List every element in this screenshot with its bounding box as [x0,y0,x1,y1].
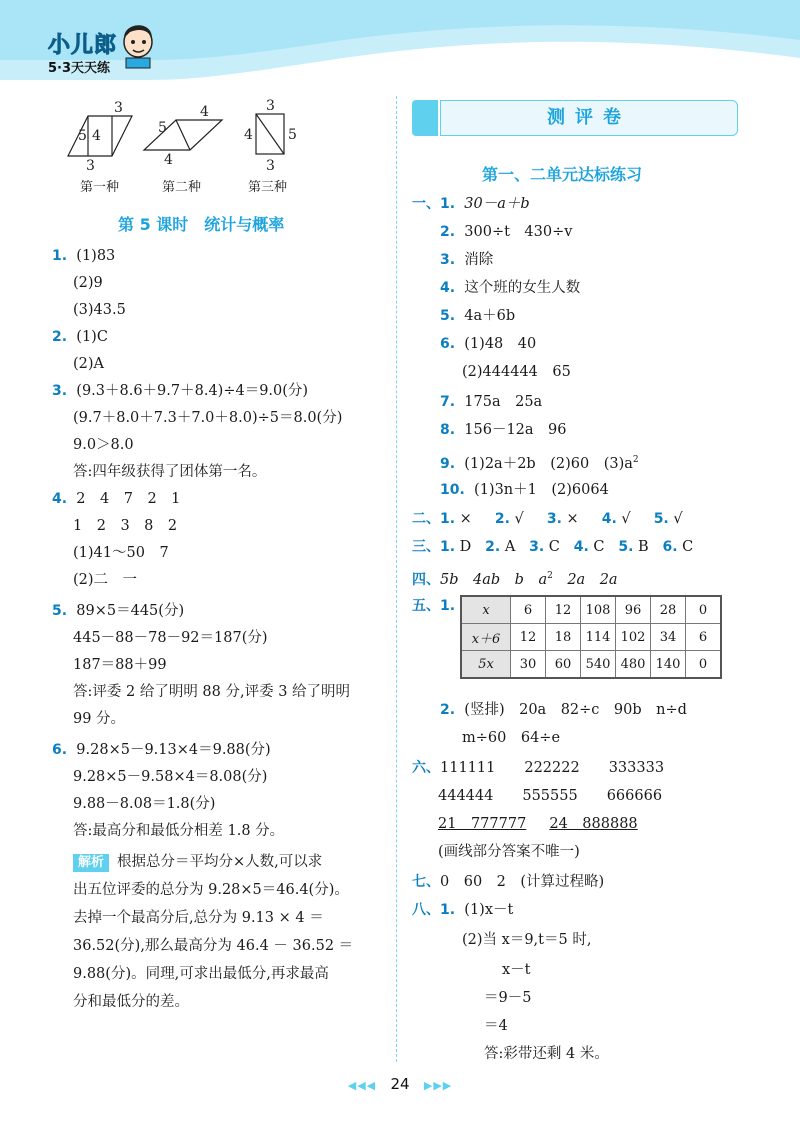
table-cell: 34 [651,624,686,651]
table-cell: 0 [686,596,722,624]
fig3-right: 5 [288,127,297,143]
q2-b: (2)A [73,356,105,372]
q6-b: 9.28×5－9.58×4＝8.08(分) [73,769,268,785]
table-cell: 30 [511,651,546,679]
fig3-bottom: 3 [266,158,275,174]
s7: 七、0 60 2 (计算过程略) [412,874,605,890]
q1-b: (2)9 [73,275,103,291]
table-cell: 102 [616,624,651,651]
table-header: x＋6 [461,624,511,651]
s1-i9: 9. (1)2a＋2b (2)60 $(3)a^2$ [440,455,639,472]
fig2-top: 4 [200,104,209,120]
s1-i1: 一、1. 30－a＋b [412,196,530,212]
table-cell: 540 [581,651,616,679]
table-cell: 12 [546,596,581,624]
s8-c: x－t [502,962,531,978]
s1-i6b: (2)444444 65 [462,364,571,380]
s5-i2b: m÷60 64÷e [462,730,561,746]
q4: 4. 2 4 7 2 1 [52,491,181,507]
s8-d: ＝9－5 [484,990,532,1006]
q3-answer: 答:四年级获得了团体第一名。 [73,464,267,480]
table-cell: 0 [686,651,722,679]
brand-name: 小儿郎 [48,33,118,58]
fig1-bottom: 3 [86,158,95,174]
right-arrows-icon: ▶▶▶ [423,1079,453,1092]
s8-answer: 答:彩带还剩 4 米。 [484,1046,609,1062]
s1-i10: 10. (1)3n＋1 (2)6064 [440,482,609,498]
s1-i8: 8. 156－12a 96 [440,422,567,438]
table-cell: 12 [511,624,546,651]
table-header: x [461,596,511,624]
analysis-line-6: 分和最低分的差。 [73,994,189,1010]
q6: 6. 9.28×5－9.13×4＝9.88(分) [52,742,271,758]
table-row [461,651,721,679]
table-cell: 6 [511,596,546,624]
table-cell: 28 [651,596,686,624]
q1-c: (3)43.5 [73,302,126,318]
analysis-line-3: 去掉一个最高分后,总分为 9.13 × 4 ＝ [73,910,324,926]
q2: 2. (1)C [52,329,108,345]
series-name: 5·3天天练 [48,61,111,76]
analysis-line-4: 36.52(分),那么最高分为 46.4 － 36.52 ＝ [73,938,354,954]
s1-i6: 6. (1)48 40 [440,336,537,352]
caption-2: 第二种 [162,180,202,195]
logo [48,28,117,76]
column-divider [396,96,397,1062]
s1-i5: 5. 4a＋6b [440,308,516,324]
fig2-left: 5 [158,120,167,136]
test-banner [412,100,738,136]
q4-b: 1 2 3 8 2 [73,518,178,534]
fig3-top: 3 [266,98,275,114]
q3: 3. (9.3＋8.6＋9.7＋8.4)÷4＝9.0(分) [52,383,309,399]
banner-title: 测评卷 [547,107,631,128]
q5: 5. 89×5＝445(分) [52,603,185,619]
s8-i1: 八、1. (1)x－t [412,902,514,918]
fig1-left: 5 [78,128,87,144]
s8-e: ＝4 [484,1018,508,1034]
analysis-line-5: 9.88(分)。同理,可求出最低分,再求最高 [73,966,329,982]
parallelogram-figures [60,98,310,176]
lesson-title: 第 5 课时 统计与概率 [118,215,285,234]
caption-3: 第三种 [248,180,288,195]
q5-c: 187＝88＋99 [73,657,167,673]
table-cell: 6 [686,624,722,651]
q5-b: 445－88－78－92＝187(分) [73,630,268,646]
left-arrows-icon: ◀◀◀ [347,1079,377,1092]
table-cell: 96 [616,596,651,624]
q5-answer-cont: 99 分。 [73,711,126,727]
s6-l1: 六、111111 222222 333333 [412,760,665,776]
s1-i2: 2. 300÷t 430÷v [440,224,573,240]
analysis-line-1: 解析 根据总分＝平均分×人数,可以求 [73,852,322,872]
s5-i2: 2. (竖排) 20a 82÷c 90b n÷d [440,702,687,718]
q5-answer: 答:评委 2 给了明明 88 分,评委 3 给了明明 [73,684,351,700]
table-cell: 108 [581,596,616,624]
table-cell: 140 [651,651,686,679]
s1-i7: 7. 175a 25a [440,394,543,410]
q3-b: (9.7＋8.0＋7.3＋7.0＋8.0)÷5＝8.0(分) [73,410,343,426]
q6-c: 9.88－8.08＝1.8(分) [73,796,216,812]
q4-c: (1)41～50 7 [73,545,169,561]
s1-i4: 4. 这个班的女生人数 [440,280,581,296]
table-row [461,596,721,624]
caption-1: 第一种 [80,180,120,195]
figure-2 [144,120,222,150]
table-cell: 480 [616,651,651,679]
q6-answer: 答:最高分和最低分相差 1.8 分。 [73,823,285,839]
page-number: 24 [390,1075,410,1093]
q1: 1. (1)83 [52,248,116,264]
q4-d: (2)二 一 [73,572,138,588]
analysis-line-2: 出五位评委的总分为 9.28×5＝46.4(分)。 [73,882,349,898]
value-table [460,595,722,679]
s6-l2: 444444 555555 666666 [438,788,663,804]
table-cell: 60 [546,651,581,679]
figure-3 [256,114,284,154]
s8-b: (2)当 x＝9,t＝5 时, [462,932,592,948]
table-row [461,624,721,651]
fig1-top: 3 [114,100,123,116]
q3-c: 9.0＞8.0 [73,437,134,453]
table-header: 5x [461,651,511,679]
table-cell: 114 [581,624,616,651]
page-footer [0,1075,800,1093]
s6-l3: 21 777777 24 888888 [438,816,638,832]
s4: 四、5b 4ab b $a^2$ 2a 2a [412,571,618,588]
analysis-tag: 解析 [73,854,109,872]
fig1-mid: 4 [92,128,101,144]
s1-i3: 3. 消除 [440,252,494,268]
s6-note: (画线部分答案不唯一) [438,844,580,860]
s3: 三、1. D 2. A 3. C 4. C 5. B 6. C [412,539,694,555]
s5-label: 五、1. [412,598,456,614]
mascot-icon [118,18,158,70]
s2: 二、1. × 2. √ 3. × 4. √ 5. √ [412,511,683,527]
fig3-left: 4 [244,127,253,143]
unit-title: 第一、二单元达标练习 [482,165,643,184]
table-cell: 18 [546,624,581,651]
fig2-bottom: 4 [164,152,173,168]
